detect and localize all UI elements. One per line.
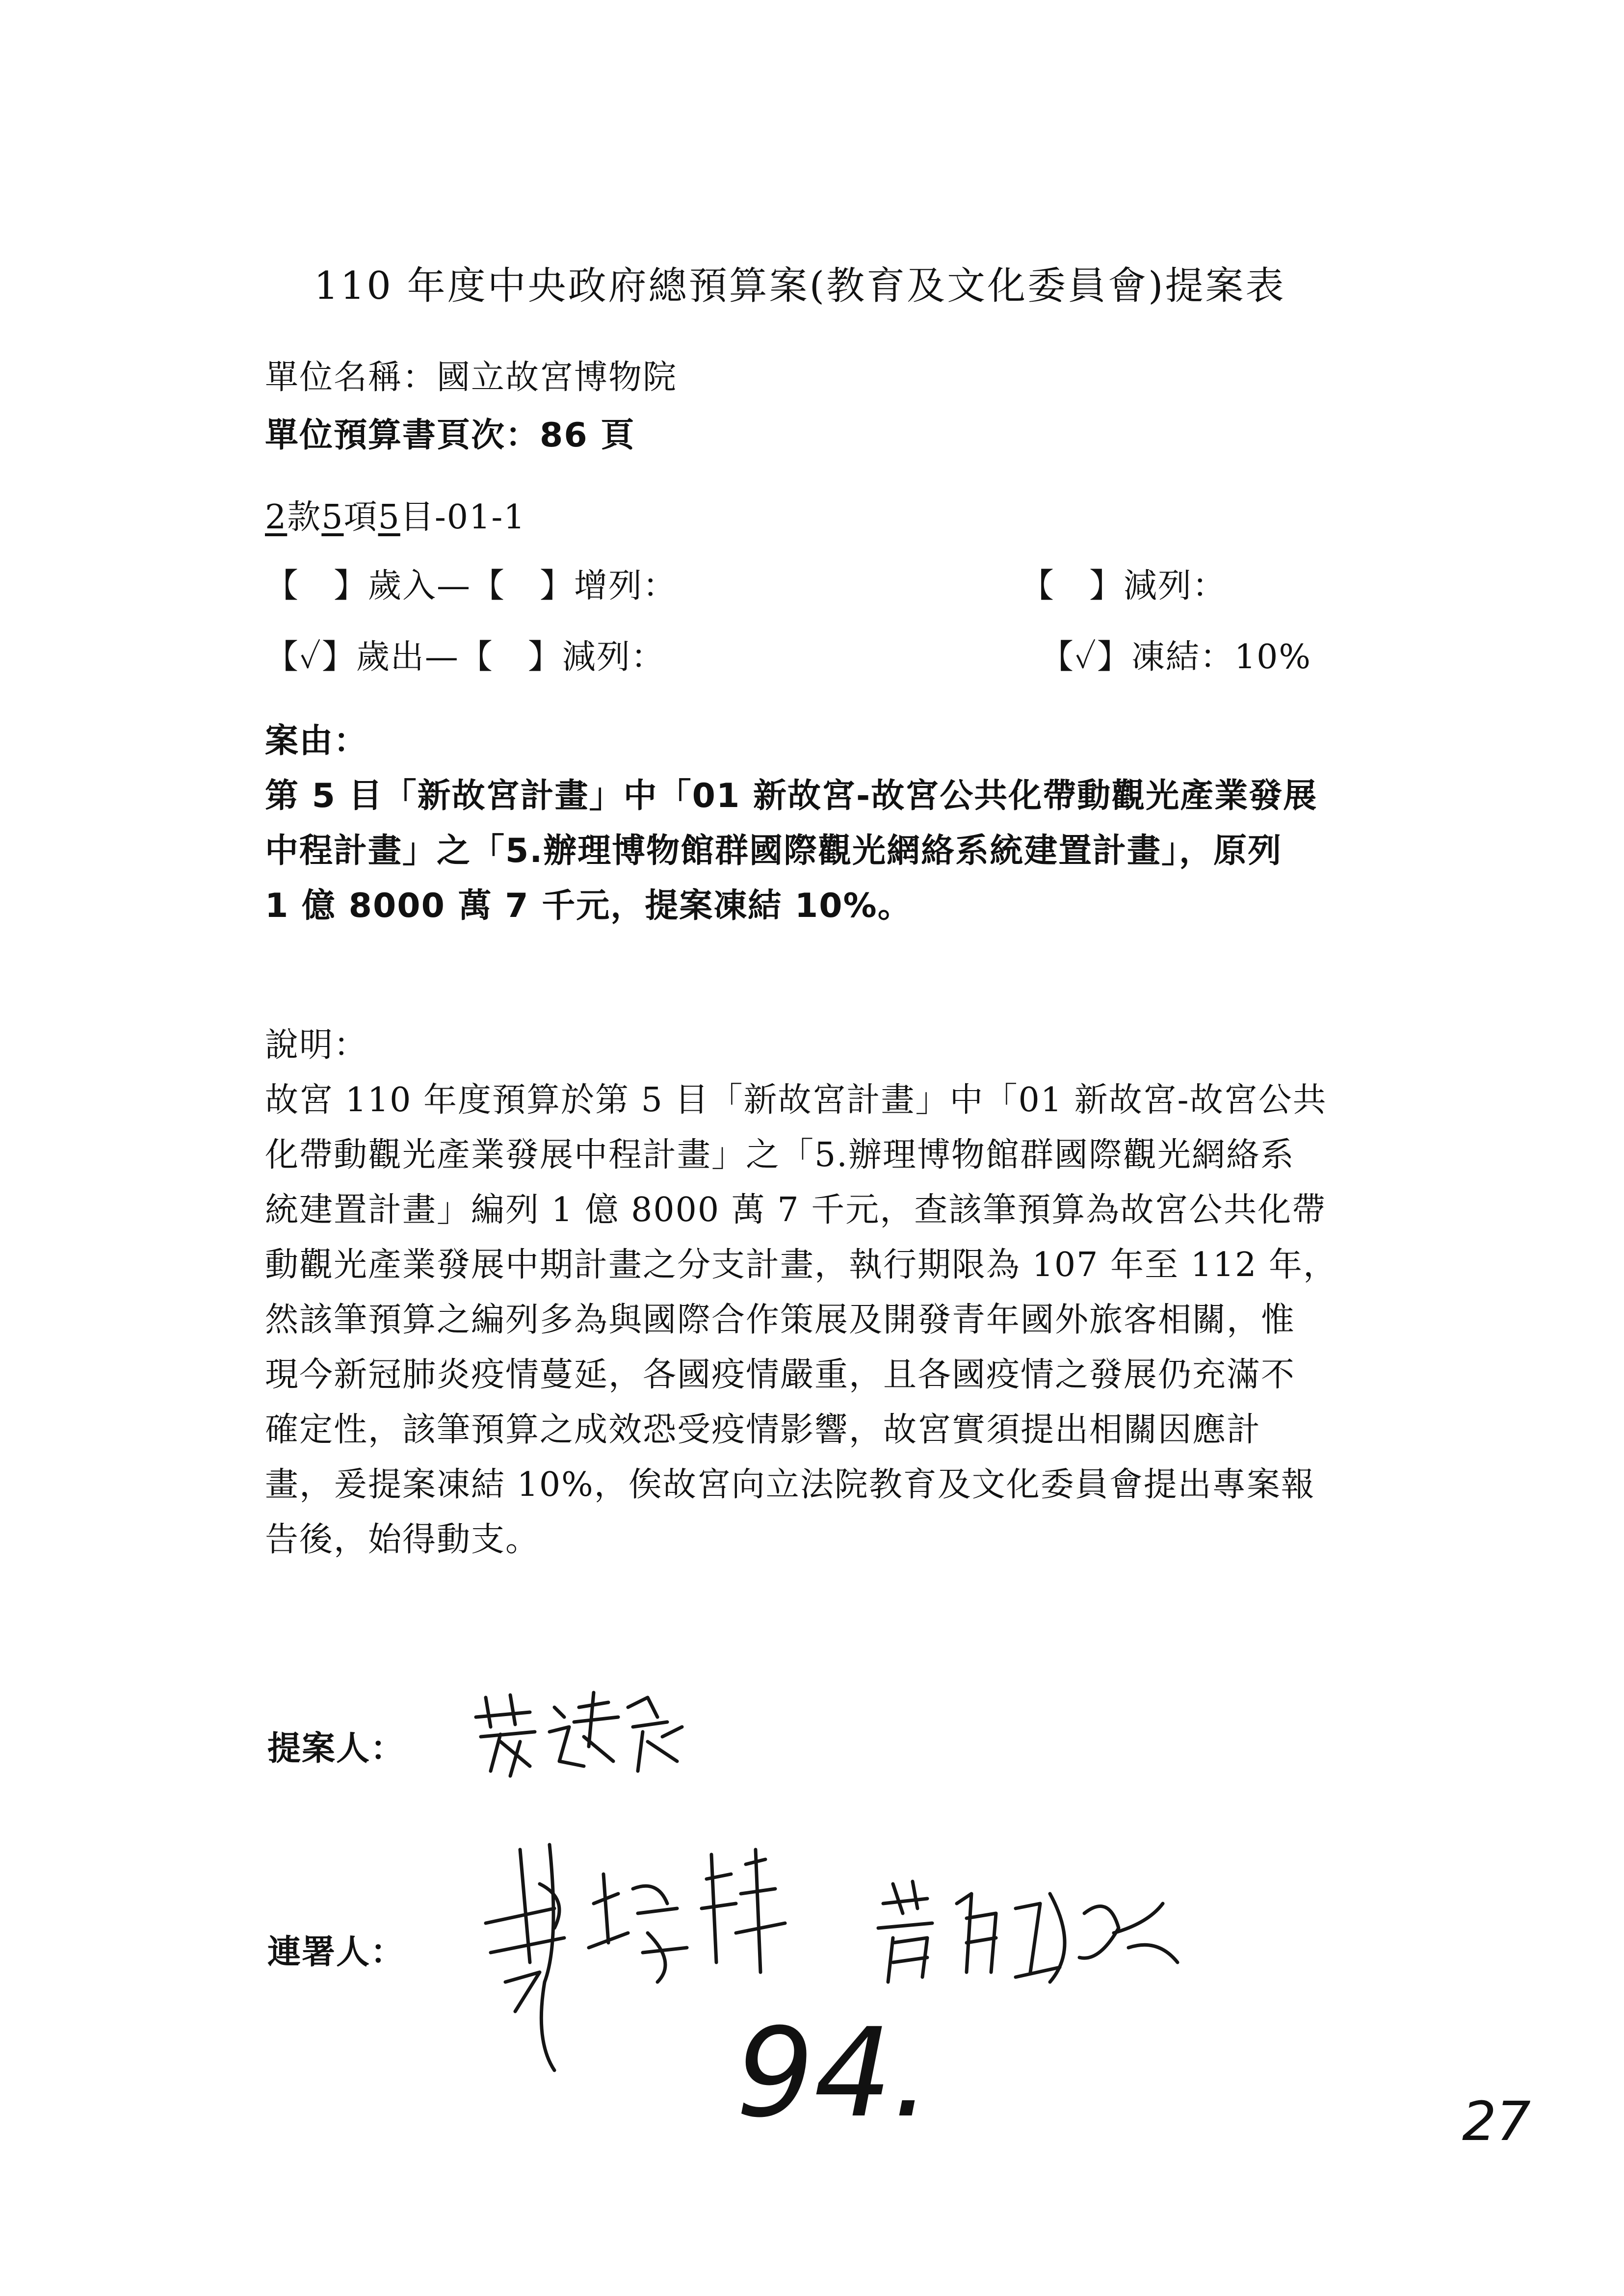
unit-name-row: [265, 351, 677, 398]
reason-line: 第 5 目「新故宮計畫」中「01 新故宮-故宮公共化帶動觀光產業發展: [265, 777, 1318, 815]
reason-line: 中程計畫」之「5.辦理博物館群國際觀光網絡系統建置計畫」，原列: [265, 832, 1283, 870]
document-title: 110 年度中央政府總預算案(教育及文化委員會)提案表: [314, 264, 1286, 308]
unit-name-value: 國立故宮博物院: [437, 358, 678, 397]
item-code-row: [265, 491, 526, 538]
option-revenue-decrease: 【 】減列：: [1021, 567, 1227, 605]
reason-heading: 案由：: [265, 722, 368, 760]
explanation-line: 化帶動觀光產業發展中程計畫」之「5.辦理博物館群國際觀光網絡系: [265, 1136, 1295, 1174]
item-code-kuan: 2: [265, 498, 288, 537]
reason-line: 1 億 8000 萬 7 千元，提案凍結 10%。: [265, 887, 912, 925]
item-code-mu: 5: [378, 498, 400, 537]
explanation-line: 然該筆預算之編列多為與國際合作策展及開發青年國外旅客相關，惟: [265, 1301, 1296, 1339]
explanation-line: 畫，爰提案凍結 10%，俟故宮向立法院教育及文化委員會提出專案報: [265, 1465, 1315, 1504]
page-number: 27: [1462, 2090, 1531, 2153]
explanation-line: 故宮 110 年度預算於第 5 目「新故宮計畫」中「01 新故宮-故宮公共: [265, 1081, 1327, 1120]
item-code-xiang: 5: [321, 498, 344, 537]
option-expense-freeze: 【✓】凍結：10%: [1040, 638, 1312, 677]
explanation-section: [265, 1018, 1433, 1567]
proposer-signature: [471, 1688, 687, 1788]
item-code-kuan-label: 款: [287, 498, 322, 537]
explanation-line: 現今新冠肺炎疫情蔓延，各國疫情嚴重，且各國疫情之發展仍充滿不: [265, 1356, 1296, 1394]
option-expense-decrease: 【✓】歲出—【 】減列：: [265, 638, 665, 677]
explanation-line: 統建置計畫」編列 1 億 8000 萬 7 千元，查該筆預算為故宮公共化帶: [265, 1191, 1327, 1229]
item-code-mu-label: 目-01-1: [400, 498, 526, 537]
budget-page-value: 86 頁: [540, 416, 635, 455]
option-revenue-increase: 【 】歲入—【 】增列：: [265, 567, 678, 605]
item-code-xiang-label: 項: [343, 498, 378, 537]
budget-page-label: 單位預算書頁次：: [265, 416, 540, 455]
handwritten-number: 94.: [736, 2002, 931, 2144]
proposer-label: 提案人：: [267, 1729, 405, 1768]
cosigner-label: 連署人：: [267, 1933, 405, 1972]
reason-section: [265, 714, 1433, 934]
cosigner-signature-2: [873, 1874, 1187, 2004]
unit-name-label: 單位名稱：: [265, 358, 437, 397]
explanation-line: 確定性，該筆預算之成效恐受疫情影響，故宮實須提出相關因應計: [265, 1410, 1261, 1449]
budget-page-row: [265, 409, 635, 456]
explanation-line: 告後，始得動支。: [265, 1520, 540, 1559]
explanation-heading: 說明：: [265, 1026, 368, 1065]
explanation-line: 動觀光產業發展中期計畫之分支計畫，執行期限為 107 年至 112 年，: [265, 1246, 1338, 1284]
